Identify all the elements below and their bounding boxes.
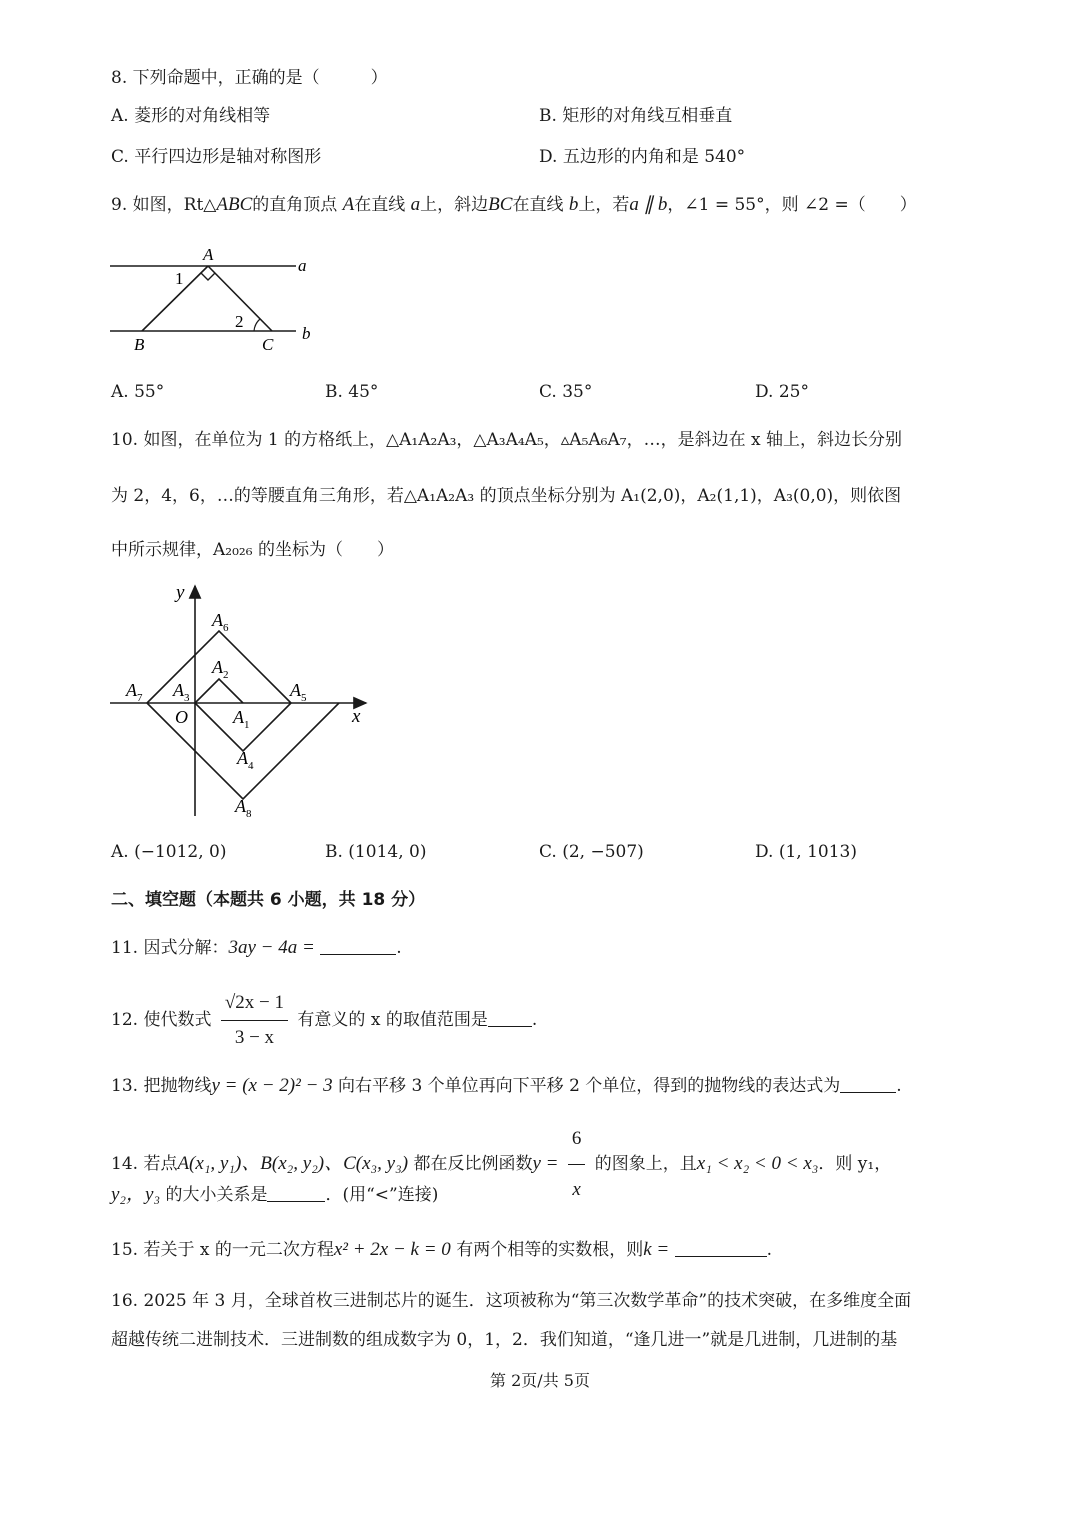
q9-label-c: C — [262, 335, 274, 354]
q10-label-a4: $A_4$ — [237, 748, 254, 772]
q11-answer-blank — [320, 936, 396, 955]
q9-figure — [100, 246, 330, 358]
q14-line-2: y₂，y₃ 的大小关系是 ．(用“<”连接) — [111, 1184, 439, 1205]
q10-option-b: B. (1014, 0) — [325, 842, 427, 862]
q9-label-b: B — [134, 335, 145, 354]
q16-line-1: 16. 2025 年 3 月，全球首枚三进制芯片的诞生．这项被称为“第三次数学革命”的技术突破，在多维度全面 — [111, 1291, 912, 1311]
q10-label-a3: $A_3$ — [173, 680, 190, 704]
q10-label-a8: $A_8$ — [235, 796, 252, 820]
q10-label-a5: $A_5$ — [290, 680, 307, 704]
q14-line-1: 14. 若点A(x₁, y₁)、B(x₂, y₂)、C(x₃, y₃) 都在反比例函数y = $\frac{6}{x}$ 的图象上，且x₁ < x₂ < 0 < x₃．则 y₁， — [111, 1116, 891, 1213]
q8-option-b: B. 矩形的对角线互相垂直 — [539, 106, 733, 126]
q9-label-line-a: a — [298, 256, 307, 275]
q8-option-c: C. 平行四边形是轴对称图形 — [111, 147, 322, 167]
section-title: 二、填空题（本题共 6 小题，共 18 分） — [111, 890, 426, 910]
q10-label-a1: $A_1$ — [233, 707, 250, 731]
q13: 13. 把抛物线y = (x − 2)² − 3 向右平移 3 个单位再向下平移 2 个单位，得到的抛物线的表达式为 . — [111, 1075, 902, 1096]
q9-stem: 9. 如图，Rt△ABC的直角顶点 A在直线 a上，斜边BC在直线 b上，若a ∥ b，∠1 = 55°，则 ∠2 =（ ） — [111, 194, 917, 215]
q9-label-a: A — [203, 246, 214, 264]
q15-answer-blank — [675, 1238, 767, 1257]
q10-option-c: C. (2, −507) — [539, 842, 644, 862]
q12-answer-blank — [488, 1008, 532, 1027]
q12: 12. 使代数式 $\frac{√2x - 1}{3 - x}$ 有意义的 x 的取值范围是 . — [111, 988, 537, 1053]
q10-line-1: 10. 如图，在单位为 1 的方格纸上，△A₁A₂A₃，△A₃A₄A₅，▵A₅A₆A₇，…，是斜边在 x 轴上，斜边长分别 — [111, 430, 902, 450]
page-footer: 第 2页/共 5页 — [490, 1371, 590, 1390]
q8-option-d: D. 五边形的内角和是 540° — [539, 147, 746, 167]
q9-option-d: D. 25° — [755, 382, 809, 402]
q15: 15. 若关于 x 的一元二次方程x² + 2x − k = 0 有两个相等的实数根，则k = . — [111, 1239, 773, 1260]
q10-label-a6: $A_6$ — [212, 610, 229, 634]
q10-option-a: A. (−1012, 0) — [111, 842, 227, 862]
q10-label-a7: $A_7$ — [126, 680, 143, 704]
q8-stem: 8. 下列命题中，正确的是（ ） — [111, 68, 388, 88]
q13-answer-blank — [840, 1074, 896, 1093]
q10-line-3: 中所示规律，A₂₀₂₆ 的坐标为（ ） — [111, 540, 394, 560]
q10-label-x: x — [352, 706, 361, 727]
q9-label-2: 2 — [235, 312, 244, 331]
q10-label-a2: $A_2$ — [212, 657, 229, 681]
q10-label-o: O — [175, 707, 188, 727]
q11: 11. 因式分解：3ay − 4a = . — [111, 937, 402, 958]
q9-option-c: C. 35° — [539, 382, 593, 402]
q10-figure — [100, 578, 380, 820]
q14-fraction: $\frac{6}{x}$ — [568, 1116, 586, 1213]
q10-option-d: D. (1, 1013) — [755, 842, 857, 862]
q9-label-1: 1 — [175, 269, 184, 288]
q12-fraction: $\frac{√2x - 1}{3 - x}$ — [221, 988, 288, 1053]
q14-answer-blank — [267, 1183, 325, 1202]
q9-option-b: B. 45° — [325, 382, 379, 402]
q9-label-line-b: b — [302, 324, 311, 343]
q9-option-a: A. 55° — [111, 382, 165, 402]
q16-line-2: 超越传统二进制技术．三进制数的组成数字为 0，1，2．我们知道，“逢几进一”就是几进制，几进制的基 — [111, 1330, 898, 1350]
q10-label-y: y — [176, 582, 185, 603]
q10-line-2: 为 2，4，6，…的等腰直角三角形，若△A₁A₂A₃ 的顶点坐标分别为 A₁(2,0)，A₂(1,1)，A₃(0,0)，则依图 — [111, 486, 902, 506]
q8-option-a: A. 菱形的对角线相等 — [111, 106, 271, 126]
